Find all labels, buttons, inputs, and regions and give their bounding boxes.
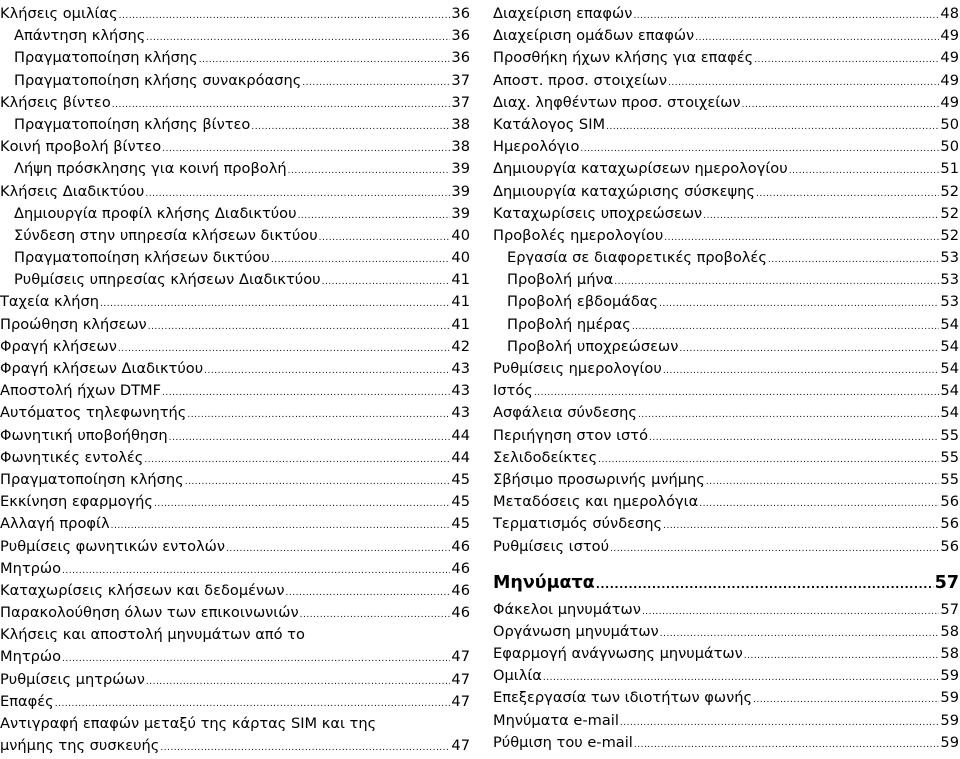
toc-dot-leader bbox=[606, 116, 939, 138]
toc-entry[interactable] bbox=[0, 114, 470, 136]
toc-dot-leader bbox=[62, 648, 450, 670]
toc-page-number: 51 bbox=[940, 160, 959, 178]
toc-dot-leader bbox=[642, 601, 939, 623]
toc-entry[interactable] bbox=[493, 469, 959, 491]
toc-entry-title: Παρακολούθηση όλων των επικοινωνιών bbox=[0, 604, 299, 622]
toc-entry-title: Ρυθμίσεις ημερολογίου bbox=[493, 360, 662, 377]
toc-page-number: 52 bbox=[940, 204, 959, 222]
toc-dot-leader bbox=[62, 560, 450, 582]
toc-entry[interactable] bbox=[0, 3, 470, 25]
toc-dot-leader bbox=[111, 515, 451, 537]
toc-dot-leader bbox=[660, 623, 940, 645]
toc-entry-title: Επαφές bbox=[0, 692, 54, 710]
toc-page-number: 41 bbox=[451, 271, 470, 289]
toc-entry[interactable] bbox=[0, 225, 470, 247]
toc-entry-title: Πραγματοποίηση κλήσης bbox=[0, 470, 184, 488]
toc-dot-leader bbox=[679, 338, 939, 360]
toc-entry-title: Σελιδοδείκτες bbox=[493, 448, 598, 466]
toc-dot-leader bbox=[271, 249, 451, 271]
toc-entry-title: Κλήσεις ομιλίας bbox=[0, 5, 118, 22]
toc-entry[interactable] bbox=[493, 643, 959, 665]
toc-right-column bbox=[493, 3, 959, 754]
toc-dot-leader bbox=[300, 604, 451, 626]
toc-page-number: 46 bbox=[451, 559, 470, 577]
toc-entry-title: Εργασία σε διαφορετικές προβολές bbox=[507, 249, 767, 267]
toc-entry[interactable] bbox=[493, 491, 959, 513]
toc-entry-title: Κλήσεις Διαδικτύου bbox=[0, 182, 145, 200]
toc-page-number: 49 bbox=[940, 49, 959, 67]
toc-dot-leader bbox=[706, 471, 940, 493]
toc-dot-leader bbox=[668, 72, 939, 94]
toc-entry-title: Καταχωρίσεις υποχρεώσεων bbox=[493, 204, 703, 222]
toc-entry-title: Δημιουργία προφίλ κλήσης Διαδικτύου bbox=[14, 204, 297, 222]
toc-dot-leader bbox=[633, 5, 939, 27]
toc-entry-title: Εκκίνηση εφαρμογής bbox=[0, 493, 153, 511]
toc-page-number: 53 bbox=[940, 293, 959, 311]
toc-entry[interactable] bbox=[0, 314, 470, 336]
toc-entry-title: Προβολή υποχρεώσεων bbox=[507, 337, 679, 355]
toc-dot-leader bbox=[226, 538, 450, 560]
toc-entry[interactable] bbox=[0, 247, 470, 269]
toc-page-number: 50 bbox=[940, 115, 959, 133]
toc-dot-leader bbox=[664, 227, 939, 249]
toc-entry[interactable] bbox=[0, 70, 470, 92]
toc-entry[interactable] bbox=[493, 291, 959, 313]
toc-left-column bbox=[0, 3, 470, 757]
toc-entry-title: Αλλαγή προφίλ bbox=[0, 515, 110, 533]
toc-section-heading[interactable] bbox=[493, 568, 959, 599]
toc-dot-leader bbox=[286, 582, 451, 604]
toc-entry[interactable] bbox=[0, 624, 470, 646]
toc-entry-title: Ρύθμιση του e-mail bbox=[493, 733, 633, 751]
toc-entry-title: Απάντηση κλήσης bbox=[14, 27, 146, 45]
toc-entry-title: Επεξεργασία των ιδιοτήτων φωνής bbox=[493, 689, 753, 707]
toc-dot-leader bbox=[663, 515, 939, 537]
toc-dot-leader bbox=[185, 471, 451, 493]
toc-entry-title: Μηνύματα e-mail bbox=[493, 711, 619, 729]
toc-entry[interactable] bbox=[0, 491, 470, 513]
toc-page-number: 47 bbox=[451, 737, 470, 755]
toc-entry[interactable] bbox=[0, 713, 470, 735]
toc-page-number: 55 bbox=[940, 470, 959, 488]
toc-page-number: 54 bbox=[940, 315, 959, 333]
toc-page-number: 40 bbox=[451, 249, 470, 267]
toc-entry[interactable] bbox=[493, 402, 959, 424]
toc-entry-title: Κλήσεις βίντεο bbox=[0, 93, 111, 111]
toc-entry-title: Πραγματοποίηση κλήσης συνακρόασης bbox=[14, 71, 302, 89]
toc-entry-title: Σβήσιμο προσωρινής μνήμης bbox=[493, 470, 705, 488]
toc-page-number: 54 bbox=[940, 360, 959, 377]
toc-dot-leader bbox=[614, 271, 939, 293]
toc-entry[interactable] bbox=[493, 203, 959, 225]
toc-entry-title: Πραγματοποίηση κλήσης bbox=[14, 49, 198, 67]
toc-entry-title: Ρυθμίσεις μητρώων bbox=[0, 670, 145, 688]
toc-page-number: 43 bbox=[451, 382, 470, 400]
toc-dot-leader bbox=[632, 316, 940, 338]
toc-dot-leader bbox=[768, 249, 940, 271]
toc-page-number: 45 bbox=[451, 470, 470, 488]
toc-page-number: 52 bbox=[940, 226, 959, 244]
toc-entry-title: Μηνύματα bbox=[493, 572, 595, 593]
toc-entry[interactable] bbox=[0, 735, 470, 757]
toc-dot-leader bbox=[703, 205, 939, 227]
toc-dot-leader bbox=[146, 27, 450, 49]
toc-entry-title: Πραγματοποίηση κλήσης βίντεο bbox=[14, 115, 251, 133]
toc-page-number: 42 bbox=[451, 337, 470, 355]
toc-entry-title: Φωνητική υποβοήθηση bbox=[0, 426, 168, 444]
toc-entry-title: Διαχείριση επαφών bbox=[493, 5, 633, 22]
toc-entry-title: Λήψη πρόσκλησης για κοινή προβολή bbox=[14, 160, 287, 178]
toc-page-number: 43 bbox=[451, 404, 470, 422]
toc-page-number: 47 bbox=[451, 692, 470, 710]
toc-page-number: 50 bbox=[940, 138, 959, 156]
toc-entry-title: Προσθήκη ήχων κλήσης για επαφές bbox=[493, 49, 754, 67]
toc-page-number: 55 bbox=[940, 448, 959, 466]
toc-entry-title: Φραγή κλήσεων bbox=[0, 337, 117, 355]
toc-entry-title: Κατάλογος SIM bbox=[493, 115, 606, 133]
toc-entry[interactable] bbox=[493, 247, 959, 269]
toc-page-number: 39 bbox=[451, 204, 470, 222]
toc-page-number: 38 bbox=[451, 115, 470, 133]
toc-dot-leader bbox=[146, 671, 451, 693]
toc-dot-leader bbox=[754, 49, 939, 71]
toc-dot-leader bbox=[663, 360, 940, 382]
toc-dot-leader bbox=[756, 183, 939, 205]
toc-entry-title: Αποστ. προσ. στοιχείων bbox=[493, 71, 668, 89]
toc-page-number: 46 bbox=[451, 581, 470, 599]
toc-page-number: 36 bbox=[451, 27, 470, 45]
toc-entry[interactable] bbox=[493, 114, 959, 136]
toc-entry[interactable] bbox=[0, 136, 470, 158]
toc-dot-leader bbox=[596, 569, 934, 600]
toc-page-number: 39 bbox=[451, 182, 470, 200]
toc-entry[interactable] bbox=[493, 687, 959, 709]
toc-page-number: 58 bbox=[940, 622, 959, 640]
toc-page-number: 41 bbox=[451, 315, 470, 333]
toc-dot-leader bbox=[322, 271, 451, 293]
toc-page-number: 36 bbox=[451, 49, 470, 67]
toc-dot-leader bbox=[789, 160, 940, 182]
toc-entry[interactable] bbox=[0, 25, 470, 47]
toc-dot-leader bbox=[154, 493, 450, 515]
toc-entry-title: Ρυθμίσεις υπηρεσίας κλήσεων Διαδικτύου bbox=[14, 271, 321, 289]
toc-page-number: 54 bbox=[940, 382, 959, 400]
toc-page-number: 56 bbox=[940, 537, 959, 555]
toc-entry-title: Προβολές ημερολογίου bbox=[493, 226, 664, 244]
toc-entry[interactable] bbox=[0, 336, 470, 358]
toc-entry-title: Προώθηση κλήσεων bbox=[0, 315, 147, 333]
toc-entry[interactable] bbox=[493, 47, 959, 69]
toc-dot-leader bbox=[534, 382, 940, 404]
toc-dot-leader bbox=[699, 493, 939, 515]
toc-dot-leader bbox=[145, 183, 450, 205]
toc-dot-leader bbox=[742, 94, 940, 116]
toc-dot-leader bbox=[112, 94, 451, 116]
toc-page-number: 36 bbox=[451, 5, 470, 22]
toc-dot-leader bbox=[251, 116, 450, 138]
toc-entry-title: Ομιλία bbox=[493, 667, 542, 685]
toc-entry-title: Περιήγηση στον ιστό bbox=[493, 426, 648, 444]
toc-entry-title: Φάκελοι μηνυμάτων bbox=[493, 600, 641, 618]
toc-entry[interactable] bbox=[0, 269, 470, 291]
toc-page-number: 44 bbox=[451, 448, 470, 466]
toc-entry[interactable] bbox=[0, 425, 470, 447]
toc-entry[interactable] bbox=[493, 536, 959, 558]
toc-entry-title: Ιστός bbox=[493, 382, 533, 400]
toc-entry[interactable] bbox=[493, 158, 959, 180]
toc-page-number: 59 bbox=[940, 689, 959, 707]
toc-entry-title: Μητρώο bbox=[0, 648, 62, 666]
toc-dot-leader bbox=[162, 382, 450, 404]
toc-page-number: 37 bbox=[451, 93, 470, 111]
toc-entry-title: Κοινή προβολή βίντεο bbox=[0, 138, 162, 156]
toc-dot-leader bbox=[118, 338, 451, 360]
toc-entry-title: Μεταδόσεις και ημερολόγια bbox=[493, 493, 699, 511]
toc-entry-title: Ημερολόγιο bbox=[493, 138, 580, 156]
toc-page-number: 59 bbox=[940, 711, 959, 729]
toc-entry[interactable] bbox=[0, 158, 470, 180]
toc-dot-leader bbox=[199, 49, 451, 71]
toc-entry[interactable] bbox=[0, 380, 470, 402]
toc-page-number: 49 bbox=[940, 71, 959, 89]
toc-entry-title: Αντιγραφή επαφών μεταξύ της κάρτας SIM και της bbox=[0, 715, 377, 732]
toc-page-number: 54 bbox=[940, 337, 959, 355]
toc-page-number: 44 bbox=[451, 426, 470, 444]
toc-page-number: 59 bbox=[940, 733, 959, 751]
toc-page-number: 46 bbox=[451, 604, 470, 622]
toc-entry[interactable] bbox=[493, 358, 959, 380]
toc-entry[interactable] bbox=[493, 380, 959, 402]
toc-entry[interactable] bbox=[0, 92, 470, 114]
toc-entry[interactable] bbox=[0, 513, 470, 535]
toc-dot-leader bbox=[55, 693, 451, 715]
toc-entry-title: Ασφάλεια σύνδεσης bbox=[493, 404, 637, 422]
toc-page-number: 49 bbox=[940, 93, 959, 111]
toc-entry[interactable] bbox=[493, 269, 959, 291]
toc-entry[interactable] bbox=[0, 469, 470, 491]
toc-entry[interactable] bbox=[0, 358, 470, 380]
toc-page-number: 41 bbox=[451, 293, 470, 311]
toc-entry[interactable] bbox=[493, 70, 959, 92]
toc-dot-leader bbox=[169, 427, 451, 449]
toc-entry[interactable] bbox=[493, 25, 959, 47]
toc-entry[interactable] bbox=[493, 425, 959, 447]
toc-entry-title: Φραγή κλήσεων Διαδικτύου bbox=[0, 360, 204, 377]
toc-page-number: 43 bbox=[451, 360, 470, 377]
toc-dot-leader bbox=[543, 667, 940, 689]
toc-entry-title: Δημιουργία καταχώρισης σύσκεψης bbox=[493, 182, 755, 200]
toc-dot-leader bbox=[144, 449, 450, 471]
toc-entry[interactable] bbox=[0, 691, 470, 713]
toc-page-number: 49 bbox=[940, 27, 959, 45]
toc-dot-leader bbox=[119, 5, 451, 27]
toc-page-number: 53 bbox=[940, 249, 959, 267]
toc-entry[interactable] bbox=[0, 646, 470, 668]
toc-dot-leader bbox=[620, 712, 940, 734]
toc-entry-title: Ρυθμίσεις ιστού bbox=[493, 537, 610, 555]
toc-entry[interactable] bbox=[0, 402, 470, 424]
toc-entry[interactable] bbox=[0, 203, 470, 225]
toc-entry[interactable] bbox=[493, 136, 959, 158]
toc-dot-leader bbox=[288, 160, 451, 182]
toc-page-number: 45 bbox=[451, 515, 470, 533]
toc-entry[interactable] bbox=[0, 558, 470, 580]
toc-entry[interactable] bbox=[0, 447, 470, 469]
toc-entry-title: Σύνδεση στην υπηρεσία κλήσεων δικτύου bbox=[14, 226, 318, 244]
toc-dot-leader bbox=[187, 404, 450, 426]
toc-entry-title: Διαχ. ληφθέντων προσ. στοιχείων bbox=[493, 93, 741, 111]
toc-entry-title: Πραγματοποίηση κλήσεων δικτύου bbox=[14, 249, 270, 267]
toc-dot-leader bbox=[319, 227, 451, 249]
toc-page-number: 38 bbox=[451, 138, 470, 156]
toc-entry[interactable] bbox=[493, 599, 959, 621]
toc-entry-title: Κλήσεις και αποστολή μηνυμάτων από το bbox=[0, 626, 305, 644]
toc-page-number: 48 bbox=[940, 5, 959, 22]
toc-entry-title: Εφαρμογή ανάγνωσης μηνυμάτων bbox=[493, 645, 743, 663]
toc-page-number: 45 bbox=[451, 493, 470, 511]
toc-page-number: 39 bbox=[451, 160, 470, 178]
toc-entry-title: Μητρώο bbox=[0, 559, 62, 577]
toc-page-number: 54 bbox=[940, 404, 959, 422]
toc-entry[interactable] bbox=[493, 732, 959, 754]
toc-dot-leader bbox=[302, 72, 450, 94]
toc-entry-title: Τερματισμός σύνδεσης bbox=[493, 515, 663, 533]
toc-page-number: 53 bbox=[940, 271, 959, 289]
toc-dot-leader bbox=[148, 316, 451, 338]
toc-entry[interactable] bbox=[493, 710, 959, 732]
toc-dot-leader bbox=[610, 538, 939, 560]
toc-entry-title: Προβολή εβδομάδας bbox=[507, 293, 659, 311]
toc-page-number: 56 bbox=[940, 493, 959, 511]
toc-entry-title: Δημιουργία καταχωρίσεων ημερολογίου bbox=[493, 160, 788, 178]
toc-dot-leader bbox=[100, 293, 450, 315]
toc-dot-leader bbox=[695, 27, 939, 49]
toc-entry[interactable] bbox=[0, 47, 470, 69]
toc-entry-title: Ταχεία κλήση bbox=[0, 293, 100, 311]
toc-entry[interactable] bbox=[0, 580, 470, 602]
toc-entry-title: Καταχωρίσεις κλήσεων και δεδομένων bbox=[0, 581, 285, 599]
toc-entry[interactable] bbox=[0, 291, 470, 313]
toc-dot-leader bbox=[634, 734, 940, 756]
toc-entry-title: Αποστολή ήχων DTMF bbox=[0, 382, 162, 400]
toc-entry-title: μνήμης της συσκευής bbox=[0, 737, 160, 755]
toc-entry[interactable] bbox=[0, 536, 470, 558]
toc-entry[interactable] bbox=[493, 665, 959, 687]
toc-entry-title: Προβολή μήνα bbox=[507, 271, 614, 289]
toc-entry-title: Αυτόματος τηλεφωνητής bbox=[0, 404, 187, 422]
toc-entry-title: Φωνητικές εντολές bbox=[0, 448, 144, 466]
toc-page-number: 46 bbox=[451, 537, 470, 555]
toc-dot-leader bbox=[162, 138, 450, 160]
toc-dot-leader bbox=[580, 138, 939, 160]
toc-entry[interactable] bbox=[493, 3, 959, 25]
toc-page-number: 56 bbox=[940, 515, 959, 533]
toc-entry[interactable] bbox=[493, 225, 959, 247]
toc-dot-leader bbox=[160, 737, 450, 759]
toc-entry[interactable] bbox=[493, 181, 959, 203]
toc-entry-title: Ρυθμίσεις φωνητικών εντολών bbox=[0, 537, 226, 555]
toc-page-number: 58 bbox=[940, 645, 959, 663]
toc-entry[interactable] bbox=[0, 669, 470, 691]
toc-page-number: 55 bbox=[940, 426, 959, 444]
toc-dot-leader bbox=[204, 360, 450, 382]
toc-entry-title: Διαχείριση ομάδων επαφών bbox=[493, 27, 695, 45]
toc-entry[interactable] bbox=[493, 513, 959, 535]
toc-dot-leader bbox=[659, 293, 939, 315]
toc-dot-leader bbox=[649, 427, 939, 449]
toc-dot-leader bbox=[598, 449, 939, 471]
toc-page-number: 40 bbox=[451, 226, 470, 244]
toc-page-number: 59 bbox=[940, 667, 959, 685]
toc-dot-leader bbox=[744, 645, 940, 667]
toc-entry-title: Προβολή ημέρας bbox=[507, 315, 631, 333]
toc-entry[interactable] bbox=[493, 314, 959, 336]
toc-page-number: 57 bbox=[940, 600, 959, 618]
toc-entry[interactable] bbox=[493, 92, 959, 114]
toc-dot-leader bbox=[638, 404, 939, 426]
toc-entry[interactable] bbox=[493, 621, 959, 643]
toc-dot-leader bbox=[298, 205, 451, 227]
toc-entry[interactable] bbox=[0, 602, 470, 624]
toc-entry-title: Οργάνωση μηνυμάτων bbox=[493, 622, 659, 640]
toc-page-number: 57 bbox=[934, 572, 959, 593]
toc-entry[interactable] bbox=[493, 336, 959, 358]
toc-dot-leader bbox=[753, 689, 939, 711]
toc-page-number: 52 bbox=[940, 182, 959, 200]
toc-page-number: 47 bbox=[451, 670, 470, 688]
toc-entry[interactable] bbox=[0, 181, 470, 203]
toc-page-number: 37 bbox=[451, 71, 470, 89]
toc-entry[interactable] bbox=[493, 447, 959, 469]
toc-page-number: 47 bbox=[451, 648, 470, 666]
